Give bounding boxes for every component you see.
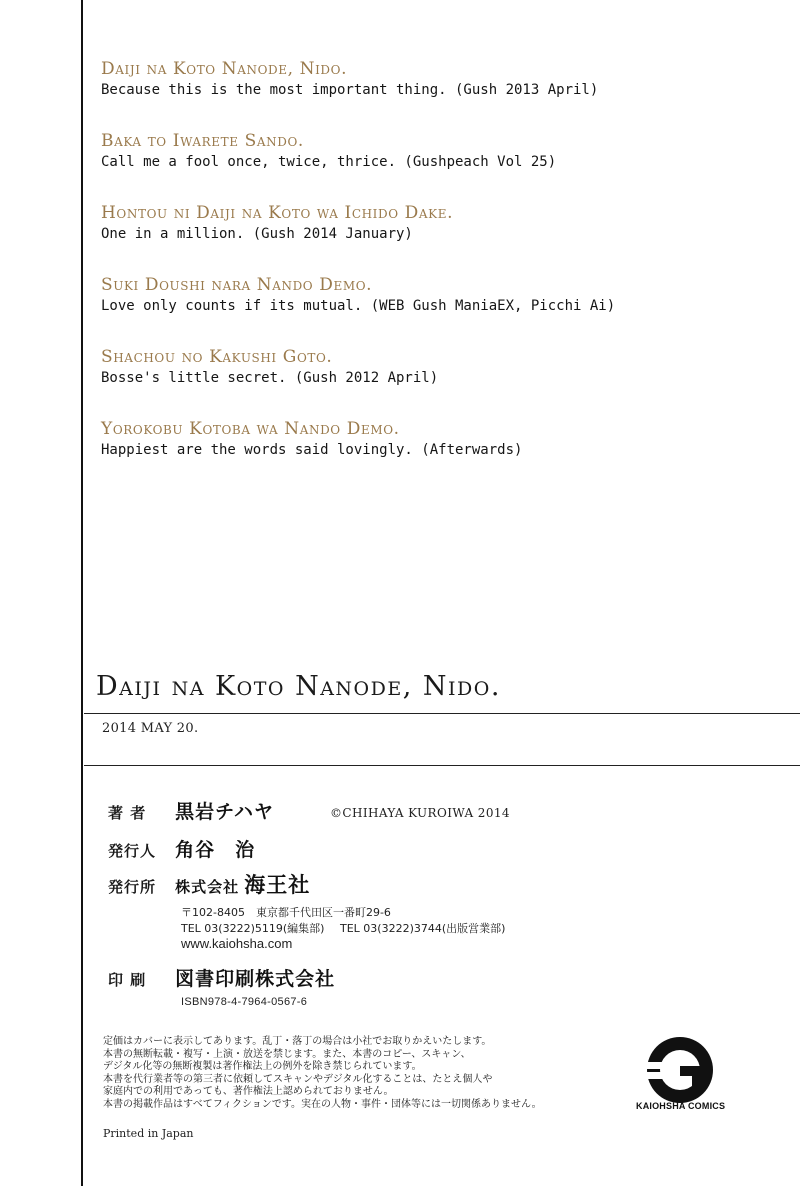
publisher-url[interactable]: www.kaiohsha.com: [181, 936, 293, 951]
chapter-subtitle: Love only counts if its mutual. (WEB Gush ManiaEX, Picchi Ai): [101, 298, 616, 314]
publisher-prefix: 株式会社: [175, 878, 240, 896]
chapter-list: [101, 58, 781, 490]
chapter-entry: [101, 202, 781, 274]
chapter-entry: [101, 58, 781, 130]
publisher-person-label: 発行人: [108, 842, 157, 860]
margin-rule: [81, 0, 83, 1186]
publisher-label: 発行所: [108, 878, 157, 896]
logo-caption: KAIOHSHA COMICS: [636, 1101, 726, 1111]
isbn: ISBN978-4-7964-0567-6: [181, 996, 308, 1008]
legal-notice: [103, 1036, 583, 1111]
chapter-title: Yorokobu Kotoba wa Nando Demo.: [101, 419, 400, 439]
printed-in: Printed in Japan: [103, 1127, 194, 1140]
publication-date: 2014 MAY 20.: [102, 721, 199, 736]
tel-editorial: TEL 03(3222)5119(編集部): [181, 922, 325, 935]
book-title: Daiji na Koto Nanode, Nido.: [96, 671, 501, 702]
chapter-entry: [101, 346, 781, 418]
chapter-entry: [101, 130, 781, 202]
title-divider: [84, 713, 800, 714]
notice-line: 家庭内での利用であっても、著作権法上認められておりません。: [103, 1086, 394, 1097]
chapter-title: Shachou no Kakushi Goto.: [101, 347, 333, 367]
publisher-name: 海王社: [244, 873, 311, 897]
publisher-person-row: [108, 835, 255, 862]
chapter-subtitle: Bosse's little secret. (Gush 2012 April): [101, 370, 439, 386]
publisher-person-name: 角谷 治: [175, 839, 256, 861]
notice-line: 本書の掲載作品はすべてフィクションです。実在の人物・事件・団体等には一切関係ありません。: [103, 1098, 542, 1110]
colophon-divider: [84, 765, 800, 766]
chapter-title: Suki Doushi nara Nando Demo.: [101, 275, 373, 295]
chapter-entry: [101, 418, 781, 490]
chapter-title: Daiji na Koto Nanode, Nido.: [101, 59, 348, 79]
notice-line: 定価はカバーに表示してあります。乱丁・落丁の場合は小社でお取りかえいたします。: [103, 1036, 492, 1047]
kaiohsha-comics-logo: [640, 1030, 720, 1110]
chapter-title: Baka to Iwarete Sando.: [101, 131, 304, 151]
chapter-subtitle: Because this is the most important thing. (Gush 2013 April): [101, 82, 599, 98]
tel-sales: TEL 03(3222)3744(出版営業部): [340, 922, 506, 935]
chapter-subtitle: One in a million. (Gush 2014 January): [101, 226, 413, 242]
printer-name: 図書印刷株式会社: [175, 968, 336, 990]
notice-line: 本書を代行業者等の第三者に依頼してスキャンやデジタル化することは、たとえ個人や: [103, 1073, 493, 1085]
publisher-address: 〒102-8405 東京都千代田区一番町29-6: [181, 906, 391, 919]
printer-row: [108, 964, 335, 991]
author-row: [108, 797, 274, 824]
publisher-row: [108, 869, 310, 899]
copyright-notice: ©CHIHAYA KUROIWA 2014: [330, 806, 510, 820]
chapter-entry: [101, 274, 781, 346]
notice-line: 本書の無断転載・複写・上演・放送を禁じます。また、本書のコピー、スキャン、: [103, 1048, 471, 1060]
chapter-subtitle: Call me a fool once, twice, thrice. (Gushpeach Vol 25): [101, 154, 557, 170]
chapter-title: Hontou ni Daiji na Koto wa Ichido Dake.: [101, 203, 454, 223]
chapter-subtitle: Happiest are the words said lovingly. (Afterwards): [101, 442, 523, 458]
printer-label: 印 刷: [108, 971, 147, 989]
author-label: 著 者: [108, 804, 147, 822]
notice-line: デジタル化等の無断複製は著作権法上の例外を除き禁じられています。: [103, 1061, 422, 1072]
author-name: 黒岩チハヤ: [175, 801, 274, 823]
